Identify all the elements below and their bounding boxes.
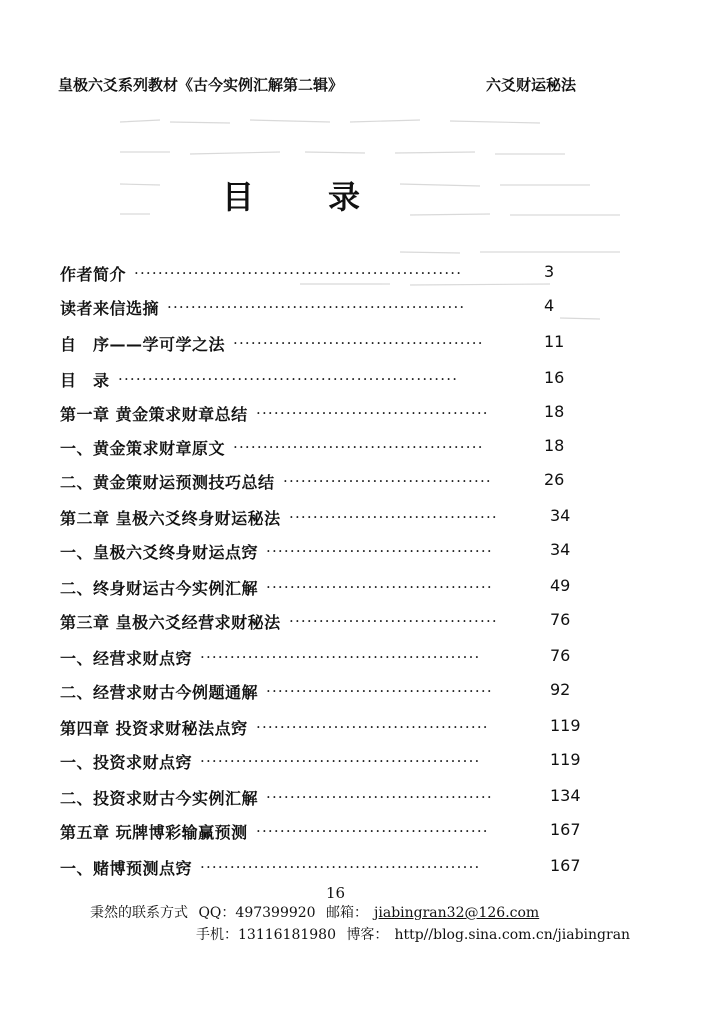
header-section-title: 六爻财运秘法: [486, 76, 577, 94]
toc-entry[interactable]: [60, 786, 600, 810]
toc-entry[interactable]: [60, 680, 600, 704]
toc-entry-page: 18: [544, 402, 565, 421]
toc-entry-page: 76: [550, 646, 571, 665]
toc-entry-page: 34: [550, 506, 571, 525]
toc-leader-dots: ······································: [266, 682, 493, 700]
toc-entry-label: 第一章 黄金策求财章总结: [60, 405, 248, 424]
toc-leader-dots: ···············································: [200, 648, 481, 666]
toc-entry-page: 34: [550, 540, 571, 559]
toc-leader-dots: ······································: [266, 578, 493, 596]
toc-entry-page: 4: [544, 296, 555, 315]
toc-entry[interactable]: [60, 610, 600, 634]
toc-entry-label: 自 序——学可学之法: [60, 335, 226, 354]
page-number: 16: [326, 884, 346, 902]
toc-entry-label: 第五章 玩牌博彩输赢预测: [60, 823, 248, 842]
toc-entry-page: 3: [544, 262, 555, 281]
footer-line-1: [90, 902, 545, 922]
toc-entry-page: 26: [544, 470, 565, 489]
toc-entry[interactable]: [60, 436, 600, 460]
toc-leader-dots: ·························································: [118, 370, 459, 388]
toc-entry[interactable]: [60, 506, 600, 530]
toc-entry-label: 第三章 皇极六爻经营求财秘法: [60, 613, 281, 632]
toc-entry[interactable]: [60, 470, 600, 494]
qq-number: QQ：497399920: [198, 905, 316, 921]
footer-line-2: [196, 924, 636, 944]
toc-entry-label: 一、经营求财点窍: [60, 649, 193, 668]
blog-label: 博客：: [346, 927, 389, 943]
phone-number: 手机：13116181980: [196, 927, 336, 943]
toc-entry-label: 一、投资求财点窍: [60, 753, 193, 772]
toc-entry[interactable]: [60, 576, 600, 600]
toc-entry-label: 第四章 投资求财秘法点窍: [60, 719, 248, 738]
toc-leader-dots: ···································: [283, 472, 492, 490]
toc-entry-label: 二、黄金策财运预测技巧总结: [60, 473, 275, 492]
toc-entry[interactable]: [60, 368, 600, 392]
toc-entry-label: 读者来信选摘: [60, 299, 160, 318]
toc-entry-label: 作者简介: [60, 265, 127, 284]
toc-entry-page: 119: [550, 716, 581, 735]
toc-entry-page: 18: [544, 436, 565, 455]
toc-leader-dots: ···············································: [200, 858, 481, 876]
toc-entry[interactable]: [60, 820, 600, 844]
toc-leader-dots: ·······································: [256, 404, 489, 422]
toc-leader-dots: ···································: [289, 508, 498, 526]
toc-leader-dots: ··········································: [233, 334, 484, 352]
toc-entry-page: 11: [544, 332, 565, 351]
toc-leader-dots: ······································: [266, 542, 493, 560]
toc-entry-page: 119: [550, 750, 581, 769]
toc-leader-dots: ·······································: [256, 822, 489, 840]
toc-entry-label: 一、黄金策求财章原文: [60, 439, 226, 458]
toc-entry[interactable]: [60, 540, 600, 564]
page-title: [0, 172, 724, 216]
toc-entry-label: 目 录: [60, 371, 110, 390]
toc-entry[interactable]: [60, 856, 600, 880]
toc-leader-dots: ···············································: [200, 752, 481, 770]
toc-entry-label: 一、赌博预测点窍: [60, 859, 193, 878]
toc-leader-dots: ···································: [289, 612, 498, 630]
toc-entry-page: 167: [550, 820, 581, 839]
toc-entry-page: 16: [544, 368, 565, 387]
toc-entry-page: 49: [550, 576, 571, 595]
toc-leader-dots: ··········································: [233, 438, 484, 456]
toc-entry-label: 一、皇极六爻终身财运点窍: [60, 543, 259, 562]
header-book-title: 皇极六爻系列教材《古今实例汇解第二辑》: [58, 76, 344, 94]
email-label: 邮箱：: [326, 905, 369, 921]
toc-leader-dots: ·······················································: [134, 264, 463, 282]
contact-label: 秉然的联系方式: [90, 905, 188, 921]
toc-entry-page: 76: [550, 610, 571, 629]
toc-entry[interactable]: [60, 402, 600, 426]
toc-entry-page: 92: [550, 680, 571, 699]
toc-entry[interactable]: [60, 750, 600, 774]
title-char-1: 目: [222, 178, 255, 216]
toc-entry-label: 二、终身财运古今实例汇解: [60, 579, 259, 598]
title-char-2: 录: [328, 178, 361, 216]
toc-leader-dots: ·······································: [256, 718, 489, 736]
toc-entry[interactable]: [60, 716, 600, 740]
toc-leader-dots: ······································: [266, 788, 493, 806]
toc-entry-page: 167: [550, 856, 581, 875]
toc-entry-page: 134: [550, 786, 581, 805]
toc-entry-label: 二、经营求财古今例题通解: [60, 683, 259, 702]
toc-entry[interactable]: [60, 646, 600, 670]
blog-link[interactable]: http//blog.sina.com.cn/jiabingran: [394, 927, 631, 943]
toc-entry[interactable]: [60, 296, 600, 320]
toc-entry-label: 二、投资求财古今实例汇解: [60, 789, 259, 808]
toc-entry[interactable]: [60, 262, 600, 286]
toc-leader-dots: ··················································: [167, 298, 466, 316]
email-link[interactable]: jiabingran32@126.com: [374, 905, 540, 921]
toc-entry-label: 第二章 皇极六爻终身财运秘法: [60, 509, 281, 528]
toc-entry[interactable]: [60, 332, 600, 356]
